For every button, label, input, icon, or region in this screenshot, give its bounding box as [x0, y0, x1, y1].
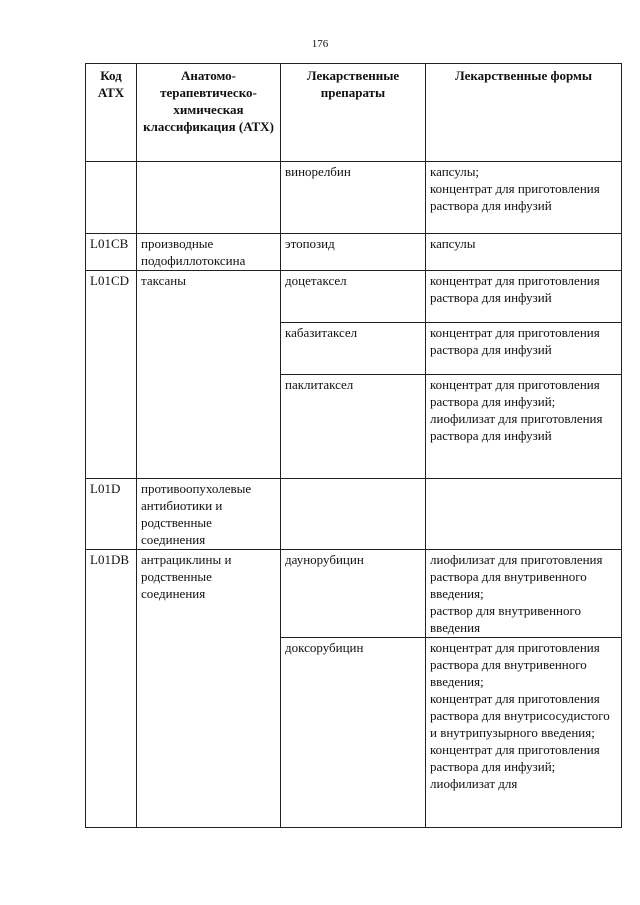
cell-forms	[426, 375, 622, 479]
table-header-row	[86, 64, 622, 162]
cell-forms	[426, 638, 622, 828]
form-item: раствор для внутривенного введения	[430, 603, 581, 635]
cell-code: L01DB	[86, 550, 137, 828]
cell-code	[86, 162, 137, 234]
table-row	[86, 162, 622, 234]
form-item: капсулы;	[430, 164, 480, 179]
form-item: лиофилизат для	[430, 776, 518, 791]
cell-drug	[281, 479, 426, 550]
cell-code: L01CB	[86, 234, 137, 271]
form-item: концентрат для приготовления раствора для инфузий	[430, 181, 600, 213]
cell-drug: кабазитаксел	[281, 323, 426, 375]
header-classification: Анатомо-терапевтическо-химическая классификация (АТХ)	[137, 64, 281, 162]
cell-code: L01D	[86, 479, 137, 550]
cell-classification: производные подофиллотоксина	[137, 234, 281, 271]
form-item: концентрат для приготовления раствора для внутрисосудистого и внутрипузырного введения;	[430, 691, 610, 740]
form-item: концентрат для приготовления раствора для инфузий	[430, 273, 600, 305]
cell-drug: этопозид	[281, 234, 426, 271]
cell-drug: паклитаксел	[281, 375, 426, 479]
table-row	[86, 479, 622, 550]
cell-drug: доксорубицин	[281, 638, 426, 828]
form-item: концентрат для приготовления раствора для инфузий;	[430, 377, 600, 409]
form-item: лиофилизат для приготовления раствора для инфузий	[430, 411, 603, 443]
header-forms: Лекарственные формы	[426, 64, 622, 162]
cell-classification: антрациклины и родственные соединения	[137, 550, 281, 828]
cell-drug: винорелбин	[281, 162, 426, 234]
cell-drug: доцетаксел	[281, 271, 426, 323]
form-item: концентрат для приготовления раствора для инфузий	[430, 325, 600, 357]
header-drugs: Лекарственные препараты	[281, 64, 426, 162]
form-item: концентрат для приготовления раствора для внутривенного введения;	[430, 640, 600, 689]
cell-forms	[426, 271, 622, 323]
table-row	[86, 550, 622, 638]
atx-drug-table	[85, 63, 622, 828]
cell-forms	[426, 162, 622, 234]
cell-code: L01CD	[86, 271, 137, 479]
cell-forms	[426, 550, 622, 638]
cell-classification: противоопухолевые антибиотики и родственные соединения	[137, 479, 281, 550]
cell-drug: даунорубицин	[281, 550, 426, 638]
cell-classification	[137, 162, 281, 234]
table-row	[86, 234, 622, 271]
form-item: лиофилизат для приготовления раствора для внутривенного введения;	[430, 552, 603, 601]
form-item: концентрат для приготовления раствора для инфузий;	[430, 742, 600, 774]
cell-forms	[426, 234, 622, 271]
header-code: Код АТХ	[86, 64, 137, 162]
page-number: 176	[311, 38, 329, 50]
table-row	[86, 271, 622, 323]
cell-classification: таксаны	[137, 271, 281, 479]
form-item: капсулы	[430, 236, 476, 251]
cell-forms	[426, 479, 622, 550]
cell-forms	[426, 323, 622, 375]
